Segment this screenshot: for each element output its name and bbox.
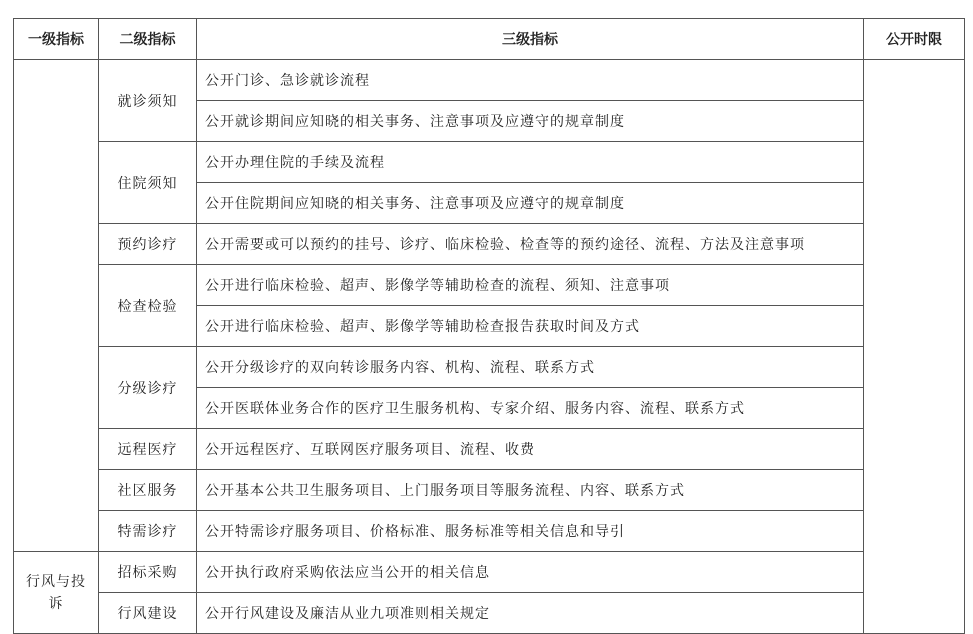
table-row [14, 511, 965, 552]
level3-cell: 公开医联体业务合作的医疗卫生服务机构、专家介绍、服务内容、流程、联系方式 [197, 388, 864, 429]
table-row [14, 224, 965, 265]
level3-cell: 公开办理住院的手续及流程 [197, 142, 864, 183]
header-time-limit: 公开时限 [864, 19, 965, 60]
table-row [14, 593, 965, 634]
level1-cell [14, 60, 99, 552]
level3-cell: 公开基本公共卫生服务项目、上门服务项目等服务流程、内容、联系方式 [197, 470, 864, 511]
level2-cell: 远程医疗 [99, 429, 197, 470]
header-level3: 三级指标 [197, 19, 864, 60]
disclosure-table [13, 18, 965, 634]
level3-cell: 公开进行临床检验、超声、影像学等辅助检查的流程、须知、注意事项 [197, 265, 864, 306]
level2-cell: 招标采购 [99, 552, 197, 593]
level3-cell: 公开远程医疗、互联网医疗服务项目、流程、收费 [197, 429, 864, 470]
header-row [14, 19, 965, 60]
level3-cell: 公开就诊期间应知晓的相关事务、注意事项及应遵守的规章制度 [197, 101, 864, 142]
time-limit-cell [864, 60, 965, 634]
level2-cell: 检查检验 [99, 265, 197, 347]
level3-cell: 公开门诊、急诊就诊流程 [197, 60, 864, 101]
level2-cell: 住院须知 [99, 142, 197, 224]
level2-cell: 特需诊疗 [99, 511, 197, 552]
table-row [14, 60, 965, 101]
table-row [14, 347, 965, 388]
level3-cell: 公开特需诊疗服务项目、价格标准、服务标准等相关信息和导引 [197, 511, 864, 552]
table-row [14, 429, 965, 470]
level1-label: 行风与投诉 [26, 573, 86, 612]
header-level2: 二级指标 [99, 19, 197, 60]
level3-cell: 公开执行政府采购依法应当公开的相关信息 [197, 552, 864, 593]
level2-cell: 社区服务 [99, 470, 197, 511]
level3-cell: 公开行风建设及廉洁从业九项准则相关规定 [197, 593, 864, 634]
level3-cell: 公开进行临床检验、超声、影像学等辅助检查报告获取时间及方式 [197, 306, 864, 347]
table-row [14, 142, 965, 183]
level2-cell: 预约诊疗 [99, 224, 197, 265]
table-row [14, 265, 965, 306]
level3-cell: 公开分级诊疗的双向转诊服务内容、机构、流程、联系方式 [197, 347, 864, 388]
level1-cell [14, 552, 99, 634]
level3-cell: 公开住院期间应知晓的相关事务、注意事项及应遵守的规章制度 [197, 183, 864, 224]
level2-cell: 就诊须知 [99, 60, 197, 142]
table-row [14, 470, 965, 511]
table-row [14, 552, 965, 593]
level2-cell: 分级诊疗 [99, 347, 197, 429]
level2-cell: 行风建设 [99, 593, 197, 634]
level3-cell: 公开需要或可以预约的挂号、诊疗、临床检验、检查等的预约途径、流程、方法及注意事项 [197, 224, 864, 265]
header-level1: 一级指标 [14, 19, 99, 60]
